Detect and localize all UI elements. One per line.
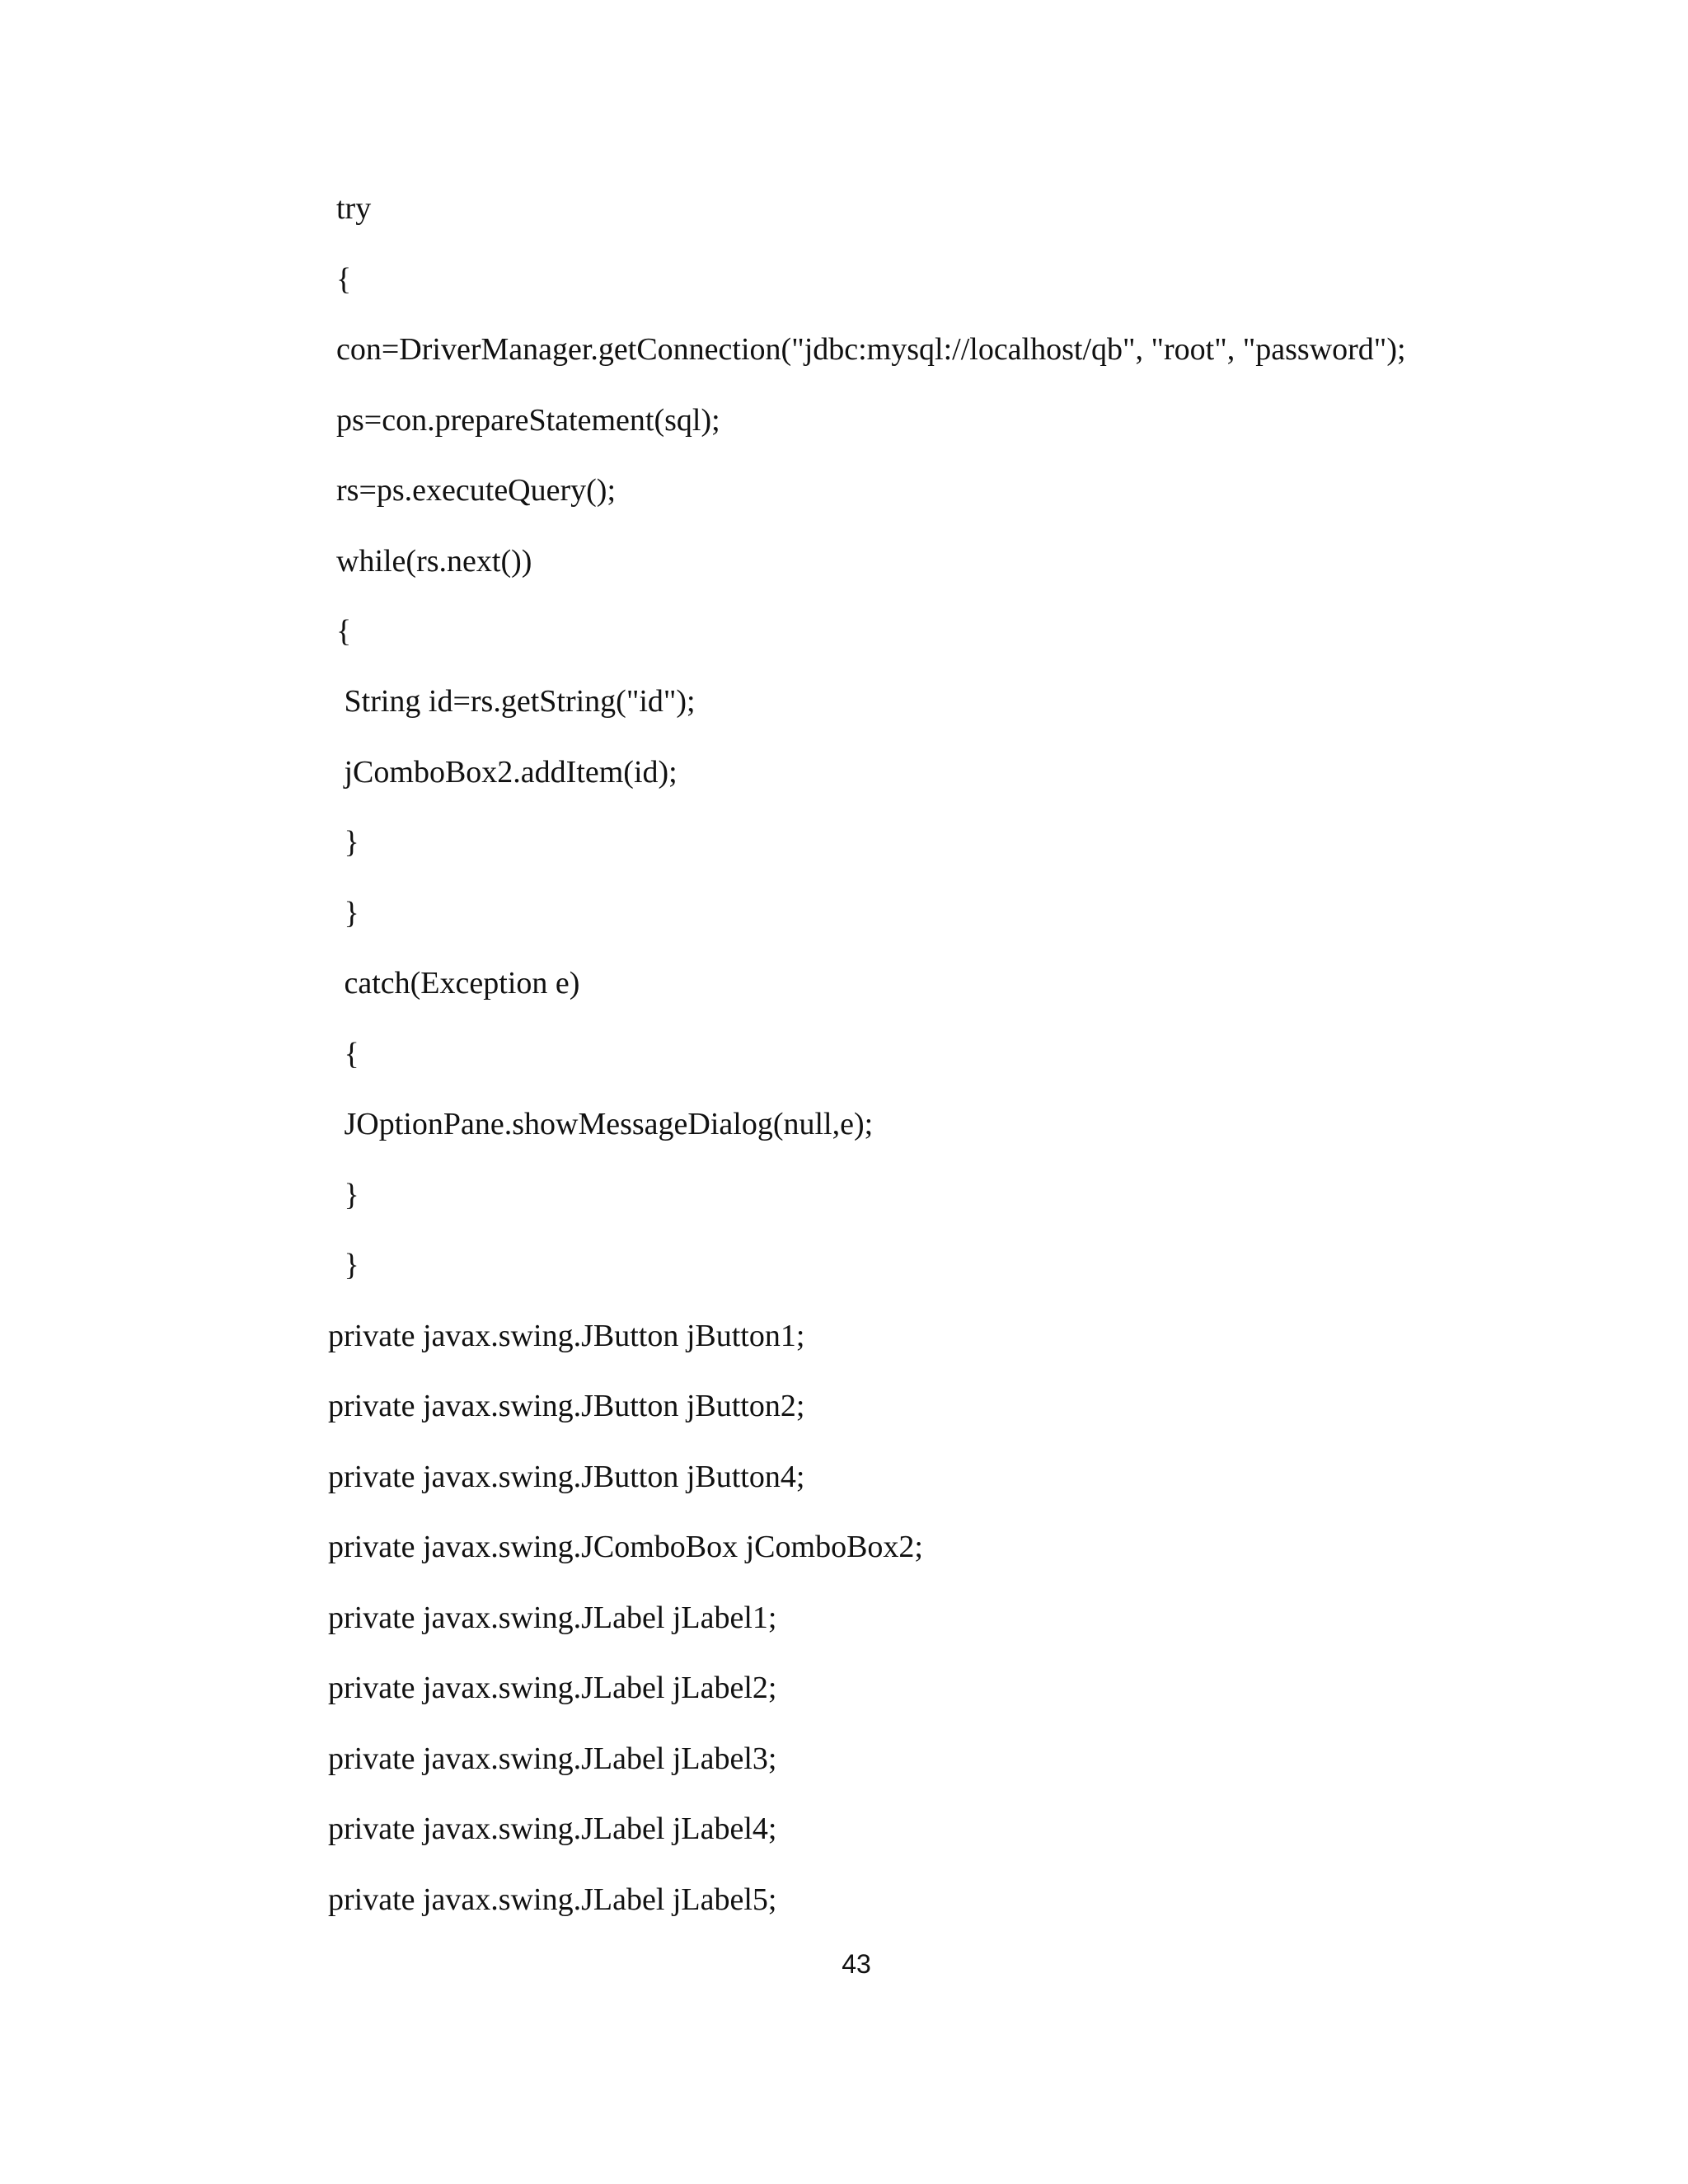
code-line: private javax.swing.JButton jButton1; xyxy=(328,1319,805,1353)
code-line: try xyxy=(336,191,372,226)
code-line: ps=con.prepareStatement(sql); xyxy=(336,403,720,438)
page-number: 43 xyxy=(842,1949,871,1979)
code-line: JOptionPane.showMessageDialog(null,e); xyxy=(336,1107,874,1141)
code-line: { xyxy=(336,1037,359,1071)
code-line: } xyxy=(336,896,359,930)
code-line: private javax.swing.JLabel jLabel1; xyxy=(328,1601,777,1635)
code-line: } xyxy=(336,1248,359,1282)
code-line: String id=rs.getString("id"); xyxy=(336,684,696,719)
code-line: rs=ps.executeQuery(); xyxy=(336,473,617,508)
code-line: { xyxy=(336,614,352,649)
code-line: } xyxy=(336,825,359,860)
code-line: private javax.swing.JButton jButton4; xyxy=(328,1460,805,1494)
code-line: catch(Exception e) xyxy=(336,966,580,1001)
code-line: while(rs.next()) xyxy=(336,544,532,579)
code-line: private javax.swing.JLabel jLabel3; xyxy=(328,1741,777,1776)
code-line: con=DriverManager.getConnection("jdbc:mysql://localhost/qb", "root", "password"); xyxy=(336,332,1406,367)
code-line: private javax.swing.JLabel jLabel5; xyxy=(328,1882,777,1917)
code-line: private javax.swing.JComboBox jComboBox2; xyxy=(328,1530,923,1564)
code-line: private javax.swing.JLabel jLabel4; xyxy=(328,1811,777,1846)
code-line: private javax.swing.JButton jButton2; xyxy=(328,1389,805,1423)
code-line: } xyxy=(336,1178,359,1212)
code-line: private javax.swing.JLabel jLabel2; xyxy=(328,1671,777,1705)
code-line: jComboBox2.addItem(id); xyxy=(336,755,678,790)
code-line: { xyxy=(336,262,352,297)
